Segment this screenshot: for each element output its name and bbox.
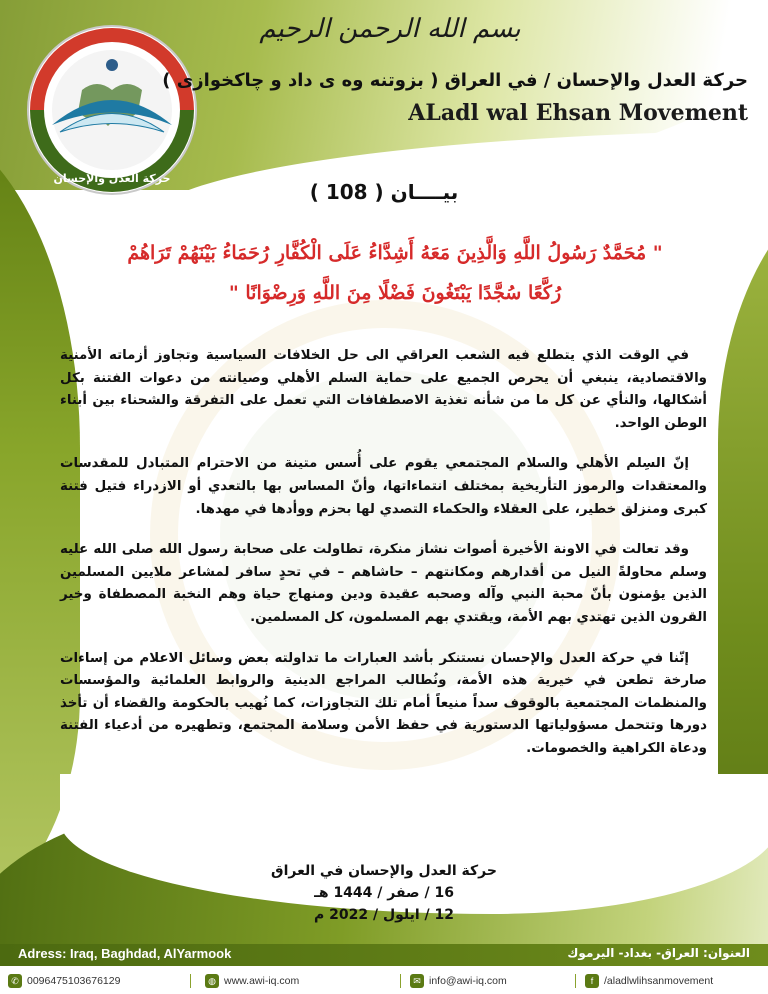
facebook-icon: f <box>585 974 599 988</box>
statement-title: بيــــان ( 108 ) <box>309 180 459 204</box>
footer-address-arabic: العنوان: العراق- بغداد- اليرموك <box>567 946 750 960</box>
contact-email[interactable] <box>410 974 507 988</box>
logo-ring-text: حركة العدل والإحسان <box>53 172 171 185</box>
contact-phone[interactable] <box>8 974 120 988</box>
verse-line-1: " مُحَمَّدٌ رَسُولُ اللَّهِ وَالَّذِينَ مَعَهُ أَشِدَّاءُ عَلَى الْكُفَّارِ رُحَمَاءُ بَيْنَهُمْ تَرَاهُمْ <box>127 242 663 264</box>
org-name-arabic <box>162 70 748 100</box>
body-paragraph-3: وقد تعالت في الاونة الأخيرة أصوات نشاز منكرة، تطاولت على صحابة رسول الله صلى الله عليه وسلم محاولةً النيل من أقدارهم ومكانتهم – حاشاهم – في تحدٍ سافر لمشاعر ملايين المسلمين الذين يؤمنون بأنّ محبة النبي وآله وصحبه عقيدة ودين ومنهاج حياة وهم النخبة المصطفاة وخير القرون الذين تهتدي بهم الأمة، ويقتدي بهم المسلمون، كل المسلمين. <box>60 542 707 625</box>
footer-divider <box>400 974 401 988</box>
org-name-arabic-text: حركة العدل والإحسان / في العراق <box>444 70 748 91</box>
basmala: بسم الله الرحمن الرحيم <box>259 14 521 44</box>
contact-facebook[interactable] <box>585 974 713 988</box>
email-icon: ✉ <box>410 974 424 988</box>
verse-line-2: رُكَّعًا سُجَّدًا يَبْتَغُونَ فَضْلًا مِنَ اللَّهِ وَرِضْوَانًا " <box>228 282 562 304</box>
signature-block <box>0 860 768 926</box>
org-name-latin: ALadl wal Ehsan Movement <box>408 100 748 126</box>
globe-icon: ◍ <box>205 974 219 988</box>
contact-facebook-text: /aladlwlihsanmovement <box>604 975 714 987</box>
statement-body <box>60 345 707 779</box>
footer-contacts <box>0 968 768 994</box>
signature-gregorian-date: 12 / ايلول / 2022 م <box>313 907 454 923</box>
signature-org: حركة العدل والإحسان في العراق <box>271 863 497 879</box>
contact-email-text: info@awi-iq.com <box>429 975 507 987</box>
body-paragraph-4: إنّنا في حركة العدل والإحسان نستنكر بأشد العبارات ما تداولته بعض وسائل الاعلام من إساءات صارخة تطعن في خيرية هذه الأمة، ونُطالب المراجع الدينية والروابط العلمائية والمؤسسات والمنظمات المجتمعية بالوقوف سداً منيعاً أمام تلك التجاوزات، كما نُهيب بالحكومة والقضاء أن تأخذ دورها وتتحمل مسؤولياتها الدستورية في حفظ الأمن وسلامة المجتمع، وتطهيره من أدعياء الفتنة ودعاة الكراهية والخصومات. <box>60 650 707 756</box>
footer-address-bar <box>0 944 768 966</box>
phone-icon: ✆ <box>8 974 22 988</box>
footer-address-english: Adress: Iraq, Baghdad, AlYarmook <box>18 946 232 961</box>
contact-website[interactable] <box>205 974 299 988</box>
footer-divider <box>575 974 576 988</box>
footer-divider <box>190 974 191 988</box>
org-name-kurdish: ( بزوتنه وه ى داد و چاكخوازى ) <box>162 70 439 91</box>
body-paragraph-2: إنّ السِلم الأهلي والسلام المجتمعي يقوم على أُسس متينة من الاحترام المتبادل للمقدسات والمعتقدات والرموز التأريخية بمختلف انتماءاتها، وأنّ المساس بها بالتعدي أو الازدراء فتيل فتنة كبرى ومنزلق خطير، على العقلاء والحكماء التصدي لها بحزم ووأدها في مهدها. <box>60 456 707 517</box>
quran-verse <box>100 233 690 313</box>
contact-phone-text: 009647510367612​9 <box>27 975 121 987</box>
movement-logo <box>12 20 212 200</box>
contact-website-text: www.awi-iq.com <box>224 975 300 987</box>
signature-hijri-date: 16 / صفر / 1444 هـ <box>314 885 454 901</box>
body-paragraph-1: في الوقت الذي يتطلع فيه الشعب العراقي الى حل الخلافات السياسية وتجاوز أزماته الأمنية والاقتصادية، ينبغي أن يحرص الجميع على حماية السلم الأهلي وصيانته من دعوات الفتنة بكل أشكالها، والنأي عن كل ما من شأنه تغذية الاصطفافات التي تعمل على التفرقة والشحناء بين أبناء الوطن الواحد. <box>60 348 707 431</box>
